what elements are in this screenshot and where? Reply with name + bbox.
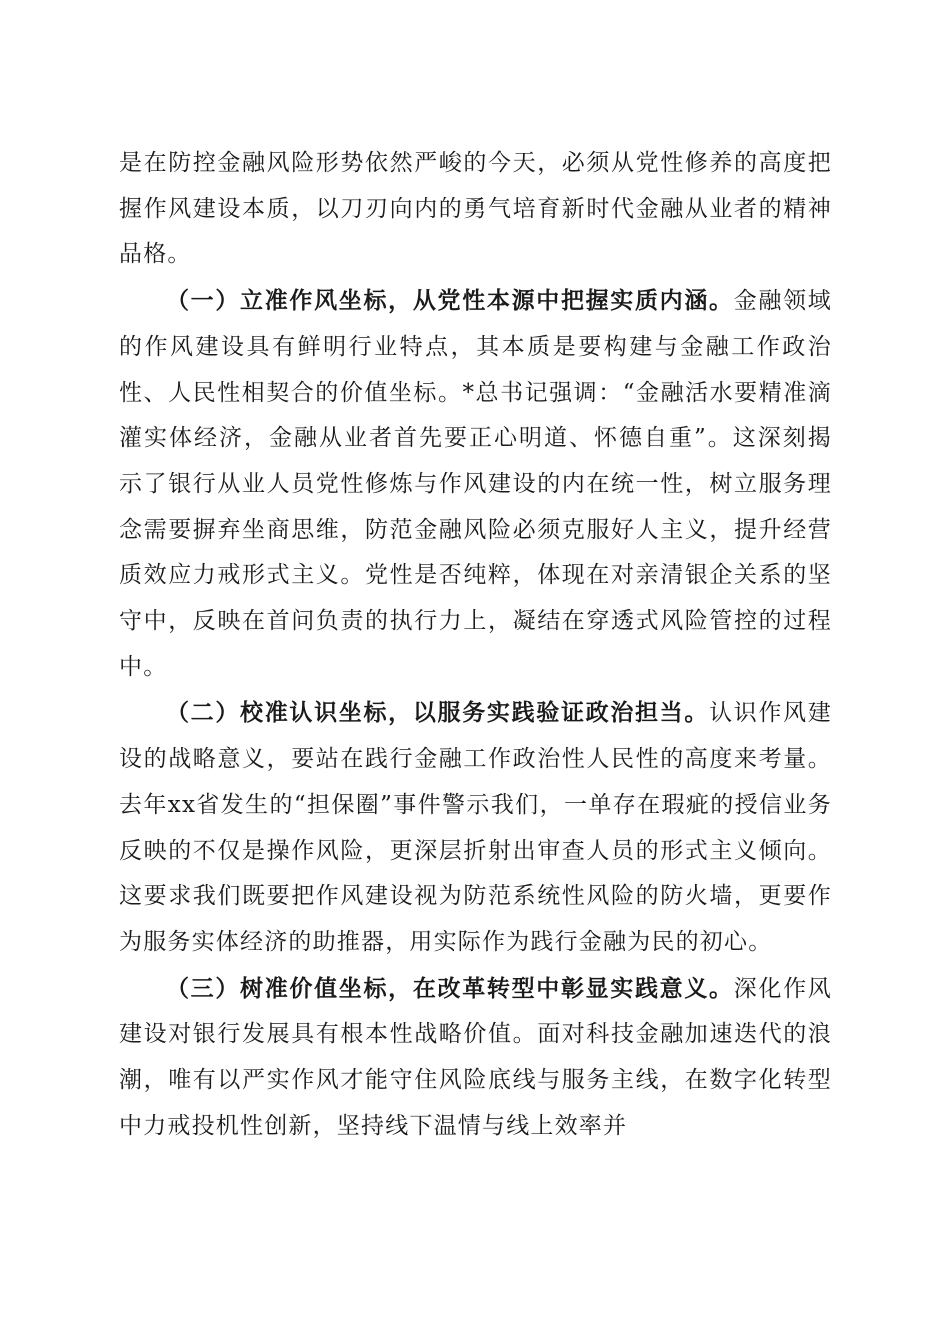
paragraph-text: 是在防控金融风险形势依然严峻的今天，必须从党性修养的高度把握作风建设本质，以刀刃向内的勇气培育新时代金融从业者的精神品格。 [119,150,832,268]
section-two-body: 认识作风建设的战略意义，要站在践行金融工作政治性人民性的高度来考量。去年xx省发生的“担保圈”事件警示我们，一单存在瑕疵的授信业务反映的不仅是操作风险，更深层折射出审查人员的形式主义倾向。这要求我们既要把作风建设视为防范系统性风险的防火墙，更要作为服务实体经济的助推器，用实际作为践行金融为民的初心。 [119,700,832,955]
section-three-body: 深化作风建设对银行发展具有根本性战略价值。面对科技金融加速迭代的浪潮，唯有以严实作风才能守住风险底线与服务主线，在数字化转型中力戒投机性创新，坚持线下温情与线上效率并 [119,975,832,1139]
section-two-heading: （二）校准认识坐标，以服务实践验证政治担当。 [166,699,710,727]
section-three [119,966,832,1150]
section-one-body: 金融领域的作风建设具有鲜明行业特点，其本质是要构建与金融工作政治性、人民性相契合的价值坐标。*总书记强调：“金融活水要精准滴灌实体经济，金融从业者首先要正心明道、怀德自重”。这深刻揭示了银行从业人员党性修炼与作风建设的内在统一性，树立服务理念需要摒弃坐商思维，防范金融风险必须克服好人主义，提升经营质效应力戒形式主义。党性是否纯粹，体现在对亲清银企关系的坚守中，反映在首问负责的执行力上，凝结在穿透式风险管控的过程中。 [119,288,832,680]
paragraph-continuation [119,141,832,278]
section-two [119,690,832,965]
document-page [119,141,832,1149]
section-three-heading: （三）树准价值坐标，在改革转型中彰显实践意义。 [166,974,734,1002]
section-one-heading: （一）立准作风坐标，从党性本源中把握实质内涵。 [166,287,734,315]
section-one [119,278,832,690]
